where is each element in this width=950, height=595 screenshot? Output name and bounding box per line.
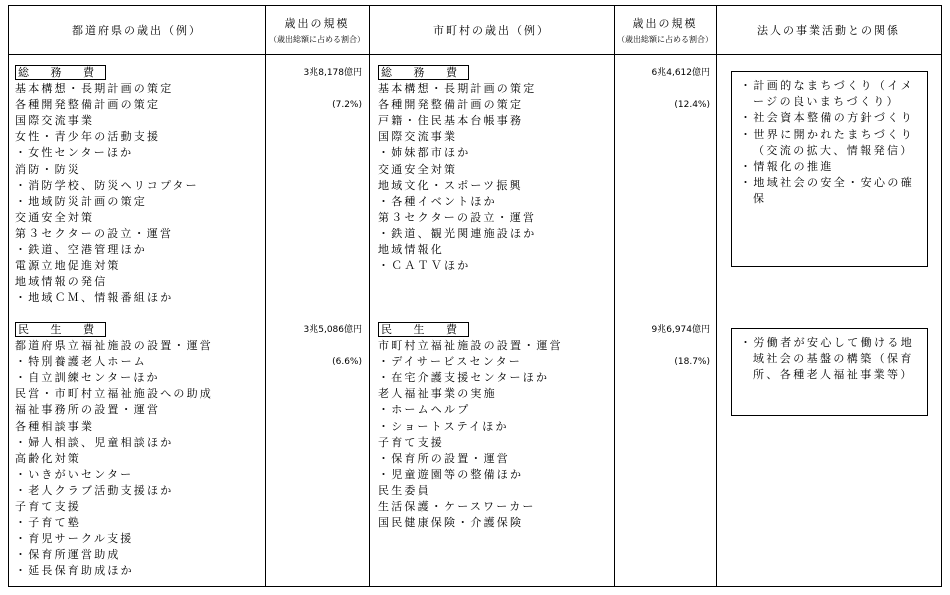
expenditure-item: ・いきがいセンター: [15, 467, 134, 481]
expenditure-item: 地域情報の発信: [15, 275, 108, 289]
expenditure-item: 老人福祉事業の実施: [378, 387, 497, 401]
muni-general-affairs-list: [378, 65, 536, 274]
pref-ratio: (7.2%): [332, 100, 362, 110]
expenditure-item: 民営・市町村立福祉施設への助成: [15, 387, 213, 401]
pref-ratio: (6.6%): [332, 357, 362, 367]
header-pref-expenditure: 都道府県の歳出（例）: [72, 24, 202, 37]
expenditure-item: 福祉事務所の設置・運営: [15, 403, 161, 417]
expenditure-item: 地域情報化: [378, 243, 444, 257]
pref-amount: 3兆5,086億円: [303, 325, 362, 335]
expenditure-item: ・姉妹都市ほか: [378, 146, 471, 160]
muni-section-title: 総 務 費: [378, 65, 469, 80]
relation-item: ・労働者が安心して働ける地域社会の基盤の構築（保育所、各種老人福祉事業等）: [740, 336, 915, 382]
expenditure-table: [8, 5, 942, 587]
expenditure-item: ・延長保育助成ほか: [15, 564, 134, 578]
expenditure-item: 国民健康保険・介護保険: [378, 516, 524, 530]
header-business-relation: 法人の事業活動との関係: [757, 24, 900, 37]
business-relation-box: [731, 328, 928, 416]
expenditure-item: ・ショートステイほか: [378, 419, 509, 433]
column-divider: [614, 6, 615, 586]
relation-item: ・世界に開かれたまちづくり（交流の拡大、情報発信）: [740, 127, 915, 157]
expenditure-item: ・地域ＣＭ、情報番組ほか: [15, 291, 174, 305]
expenditure-item: ・地域防災計画の策定: [15, 194, 147, 208]
expenditure-item: ・保育所運営助成: [15, 548, 121, 562]
expenditure-item: 国際交流事業: [15, 114, 95, 128]
expenditure-item: ・各種イベントほか: [378, 194, 497, 208]
expenditure-item: 各種開発整備計画の策定: [15, 98, 161, 112]
muni-amount: 6兆4,612億円: [651, 68, 710, 78]
expenditure-item: ・自立訓練センターほか: [15, 371, 160, 385]
expenditure-item: ・デイサービスセンター: [378, 355, 522, 369]
expenditure-item: 交通安全対策: [15, 210, 95, 224]
pref-section-title: 総 務 費: [15, 65, 106, 80]
expenditure-item: 生活保護・ケースワーカー: [378, 500, 536, 514]
expenditure-item: ・育児サークル支援: [15, 532, 134, 546]
header-muni-expenditure: 市町村の歳出（例）: [433, 24, 550, 37]
pref-amount: 3兆8,178億円: [303, 68, 362, 78]
expenditure-item: 民生委員: [378, 483, 431, 497]
expenditure-item: ・ＣＡＴＶほか: [378, 259, 471, 273]
expenditure-item: 交通安全対策: [378, 162, 458, 176]
muni-ratio: (18.7%): [674, 357, 710, 367]
expenditure-item: ・鉄道、観光関連施設ほか: [378, 226, 537, 240]
column-divider: [369, 6, 370, 586]
pref-welfare-list: [15, 322, 213, 580]
expenditure-item: 都道府県立福祉施設の設置・運営: [15, 339, 213, 353]
expenditure-item: ・鉄道、空港管理ほか: [15, 243, 147, 257]
expenditure-item: 市町村立福祉施設の設置・運営: [378, 339, 563, 353]
expenditure-item: ・特別養護老人ホーム: [15, 355, 147, 369]
muni-welfare-list: [378, 322, 563, 531]
expenditure-item: 子育て支援: [15, 500, 81, 514]
pref-section-title: 民 生 費: [15, 322, 106, 337]
expenditure-item: 子育て支援: [378, 435, 444, 449]
business-relation-box: [731, 71, 928, 267]
relation-item: ・計画的なまちづくり（イメージの良いまちづくり）: [740, 79, 914, 109]
expenditure-item: ・ホームヘルプ: [378, 403, 471, 417]
muni-section-title: 民 生 費: [378, 322, 469, 337]
expenditure-item: 女性・青少年の活動支援: [15, 130, 161, 144]
expenditure-item: 各種開発整備計画の策定: [378, 98, 524, 112]
expenditure-item: 戸籍・住民基本台帳事務: [378, 114, 524, 128]
expenditure-item: ・保育所の設置・運営: [378, 451, 510, 465]
relation-item: ・社会資本整備の方針づくり: [740, 111, 915, 125]
expenditure-item: 電源立地促進対策: [15, 259, 121, 273]
muni-ratio: (12.4%): [674, 100, 710, 110]
header-muni-scale: 歳出の規模 （歳出総額に占める割合）: [617, 17, 713, 44]
expenditure-item: ・消防学校、防災ヘリコプター: [15, 178, 199, 192]
expenditure-item: ・在宅介護支援センターほか: [378, 371, 550, 385]
header-pref-scale: 歳出の規模 （歳出総額に占める割合）: [269, 17, 365, 44]
expenditure-item: ・児童遊園等の整備ほか: [378, 467, 524, 481]
relation-item: ・地域社会の安全・安心の確保: [740, 176, 915, 206]
expenditure-item: ・老人クラブ活動支援ほか: [15, 483, 174, 497]
expenditure-item: 高齢化対策: [15, 451, 81, 465]
muni-amount: 9兆6,974億円: [651, 325, 710, 335]
expenditure-item: 第３セクターの設立・運営: [378, 210, 537, 224]
expenditure-item: ・婦人相談、児童相談ほか: [15, 435, 174, 449]
expenditure-item: 基本構想・長期計画の策定: [378, 82, 537, 96]
expenditure-item: 消防・防災: [15, 162, 81, 176]
expenditure-item: 第３セクターの設立・運営: [15, 226, 174, 240]
expenditure-item: ・女性センターほか: [15, 146, 134, 160]
expenditure-item: ・子育て塾: [15, 516, 81, 530]
header-divider: [9, 54, 941, 55]
expenditure-item: 地域文化・スポーツ振興: [378, 178, 523, 192]
expenditure-item: 各種相談事業: [15, 419, 95, 433]
relation-item: ・情報化の推進: [740, 160, 834, 174]
expenditure-item: 国際交流事業: [378, 130, 458, 144]
column-divider: [265, 6, 266, 586]
expenditure-item: 基本構想・長期計画の策定: [15, 82, 174, 96]
column-divider: [716, 6, 717, 586]
pref-general-affairs-list: [15, 65, 199, 306]
